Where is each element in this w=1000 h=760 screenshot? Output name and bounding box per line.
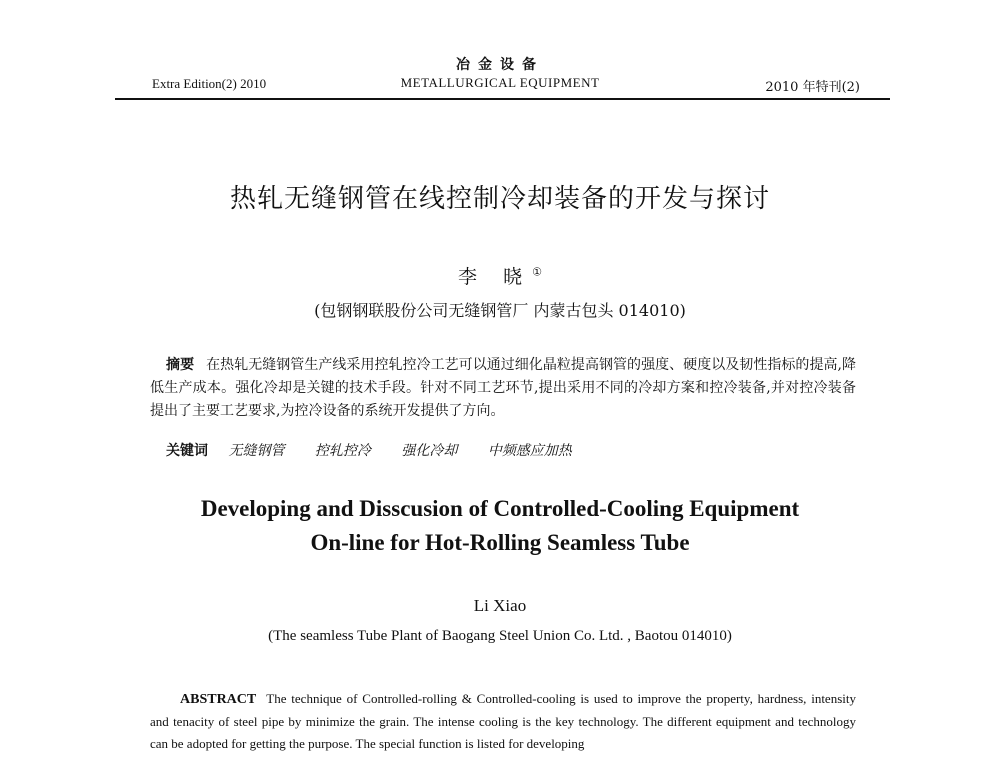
abstract-text-cn: 在热轧无缝钢管生产线采用控轧控冷工艺可以通过细化晶粒提高钢管的强度、硬度以及韧性指标的提高,降低生产成本。强化冷却是关键的技术手段。针对不同工艺环节,提出采用不同的冷却方案和控冷装备,并对控冷装备提出了主要工艺要求,为控冷设备的系统开发提供了方向。 bbox=[150, 357, 857, 419]
affiliation-cn: (包钢钢联股份公司无缝钢管厂 内蒙古包头 014010) bbox=[314, 301, 686, 320]
abstract-text-en: The technique of Controlled-rolling & Controlled-cooling is used to improve the property, hardness, intensity and tenacity of steel pipe by minimize the grain. The intense cooling is the key technology. The different equipment and technology can be adopted for getting the purpose. The special function is listed for developing bbox=[150, 691, 856, 751]
paper-title-en bbox=[0, 492, 1000, 560]
author-cn bbox=[0, 262, 1000, 289]
header-divider bbox=[115, 98, 890, 100]
title-line-1: Developing and Disscusion of Controlled-Cooling Equipment bbox=[200, 496, 800, 521]
author-name-cn: 李 晓 bbox=[458, 266, 533, 288]
paper-title-cn: 热轧无缝钢管在线控制冷却装备的开发与探讨 bbox=[229, 184, 770, 214]
title-line-2: On-line for Hot-Rolling Seamless Tube bbox=[310, 530, 690, 555]
keyword: 中频感应加热 bbox=[487, 443, 572, 459]
keyword: 强化冷却 bbox=[401, 443, 458, 459]
abstract-cn bbox=[150, 354, 856, 423]
author-footnote-marker: ① bbox=[532, 265, 542, 279]
abstract-label-cn: 摘要 bbox=[166, 357, 195, 373]
journal-name-cn: 冶金设备 bbox=[456, 57, 544, 73]
header-edition-cn: 2010 年特刊(2) bbox=[765, 80, 860, 95]
author-en: Li Xiao bbox=[473, 596, 527, 615]
affiliation-en: (The seamless Tube Plant of Baogang Steel Union Co. Ltd. , Baotou 014010) bbox=[268, 628, 732, 644]
keywords-label-cn: 关键词 bbox=[166, 443, 208, 459]
abstract-en bbox=[150, 688, 856, 755]
journal-name-en: METALLURGICAL EQUIPMENT bbox=[400, 75, 600, 90]
header-edition-en: Extra Edition(2) 2010 bbox=[152, 76, 267, 91]
keyword: 无缝钢管 bbox=[228, 443, 285, 459]
keyword: 控轧控冷 bbox=[314, 443, 371, 459]
abstract-label-en: ABSTRACT bbox=[180, 692, 257, 707]
keywords-cn bbox=[166, 440, 598, 460]
